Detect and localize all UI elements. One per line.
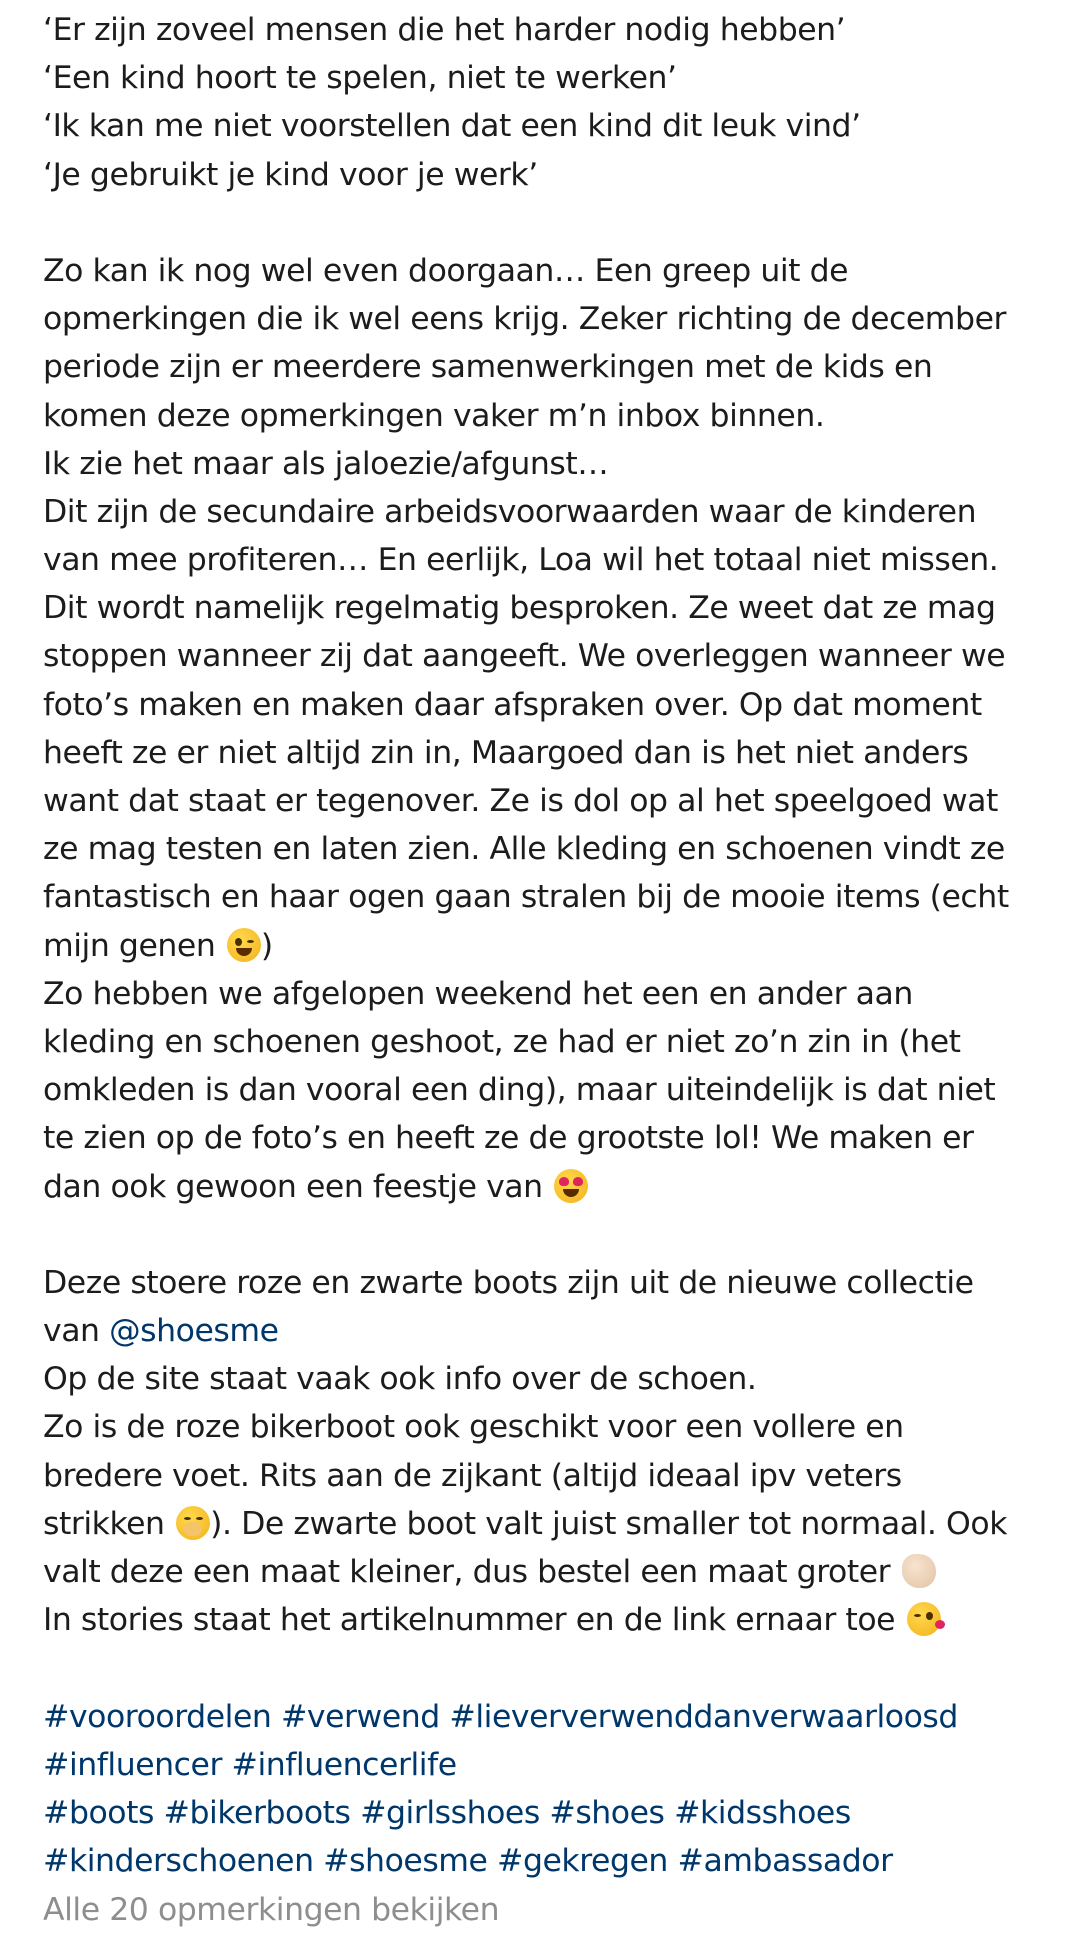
- caption-line: bredere voet. Rits aan de zijkant (altijd ideaal ipv veters: [43, 1457, 902, 1494]
- ok-hand-icon: [902, 1554, 936, 1588]
- caption-line: fantastisch en haar ogen gaan stralen bij de mooie items (echt: [43, 879, 1009, 916]
- caption-line-with-emoji: [43, 1596, 1073, 1644]
- caption-text: valt deze een maat kleiner, dus bestel een maat groter: [43, 1554, 900, 1590]
- caption-spacer: [43, 1644, 1073, 1692]
- caption-line-with-mention: [43, 1307, 1073, 1355]
- caption-line: Dit zijn de secundaire arbeidsvoorwaarden waar de kinderen: [43, 493, 977, 530]
- caption-line: ‘Er zijn zoveel mensen die het harder nodig hebben’: [43, 12, 846, 48]
- caption-line: stoppen wanneer zij dat aangeeft. We overleggen wanneer we: [43, 638, 1006, 675]
- caption-line: heeft ze er niet altijd zin in, Maargoed dan is het niet anders: [43, 734, 969, 771]
- hashtag-line[interactable]: #boots #bikerboots #girlsshoes #shoes #kidsshoes: [43, 1794, 851, 1831]
- caption-line: periode zijn er meerdere samenwerkingen met de kids en: [43, 349, 933, 386]
- caption-text: ): [260, 927, 273, 964]
- caption-text: strikken: [43, 1505, 175, 1542]
- face-with-hand-over-mouth-icon: [176, 1506, 210, 1540]
- caption-line: omkleden is dan vooral een ding), maar uiteindelijk is dat niet: [43, 1072, 996, 1109]
- post-caption: [43, 6, 1073, 1885]
- caption-text: van: [43, 1313, 110, 1350]
- caption-line: Zo hebben we afgelopen weekend het een en ander aan: [43, 975, 913, 1012]
- caption-line-with-emoji: [43, 1500, 1073, 1548]
- caption-line: Zo is de roze bikerboot ook geschikt voor een vollere en: [43, 1409, 904, 1446]
- caption-line: want dat staat er tegenover. Ze is dol op al het speelgoed wat: [43, 783, 998, 819]
- caption-line: kleding en schoenen geshoot, ze had er niet zo’n zin in (het: [43, 1023, 961, 1060]
- caption-line: komen deze opmerkingen vaker m’n inbox binnen.: [43, 397, 825, 434]
- caption-line: ze mag testen en laten zien. Alle kleding en schoenen vindt ze: [43, 831, 1005, 868]
- caption-line-with-emoji: [43, 1163, 1073, 1211]
- hashtag-line[interactable]: #influencer #influencerlife: [43, 1746, 457, 1783]
- caption-line: ‘Ik kan me niet voorstellen dat een kind dit leuk vind’: [43, 108, 861, 145]
- caption-spacer: [43, 1211, 1073, 1259]
- caption-line: te zien op de foto’s en heeft ze de grootste lol! We maken er: [43, 1120, 974, 1157]
- caption-text: dan ook gewoon een feestje van: [43, 1168, 553, 1205]
- caption-line: ‘Een kind hoort te spelen, niet te werken’: [43, 60, 677, 97]
- caption-text: mijn genen: [43, 927, 225, 964]
- caption-line: Dit wordt namelijk regelmatig besproken. Ze weet dat ze mag: [43, 590, 996, 627]
- winking-face-with-tongue-icon: [227, 928, 261, 962]
- caption-line: van mee profiteren… En eerlijk, Loa wil het totaal niet missen.: [43, 542, 999, 579]
- caption-line: opmerkingen die ik wel eens krijg. Zeker richting de december: [43, 301, 1007, 338]
- mention-link-shoesme[interactable]: @shoesme: [109, 1313, 279, 1350]
- caption-line-with-emoji: [43, 1548, 1073, 1596]
- caption-line: foto’s maken en maken daar afspraken over. Op dat moment: [43, 686, 982, 723]
- caption-line: Ik zie het maar als jaloezie/afgunst…: [43, 445, 609, 482]
- star-struck-icon: [554, 1169, 588, 1203]
- caption-line: Zo kan ik nog wel even doorgaan… Een greep uit de: [43, 252, 849, 289]
- view-all-comments-link[interactable]: Alle 20 opmerkingen bekijken: [43, 1892, 500, 1928]
- caption-spacer: [43, 199, 1073, 247]
- hashtag-line[interactable]: #kinderschoenen #shoesme #gekregen #ambassador: [43, 1843, 893, 1880]
- caption-text: In stories staat het artikelnummer en de link ernaar toe: [43, 1602, 905, 1639]
- caption-line-with-emoji: [43, 922, 1073, 970]
- hashtag-line[interactable]: #vooroordelen #verwend #lieververwenddanverwaarloosd: [43, 1698, 958, 1735]
- face-blowing-kiss-icon: [907, 1602, 941, 1636]
- caption-line: ‘Je gebruikt je kind voor je werk’: [43, 156, 538, 193]
- caption-line: Deze stoere roze en zwarte boots zijn uit de nieuwe collectie: [43, 1264, 974, 1301]
- caption-text: ). De zwarte boot valt juist smaller tot normaal. Ook: [210, 1505, 1007, 1542]
- caption-line: Op de site staat vaak ook info over de schoen.: [43, 1361, 757, 1398]
